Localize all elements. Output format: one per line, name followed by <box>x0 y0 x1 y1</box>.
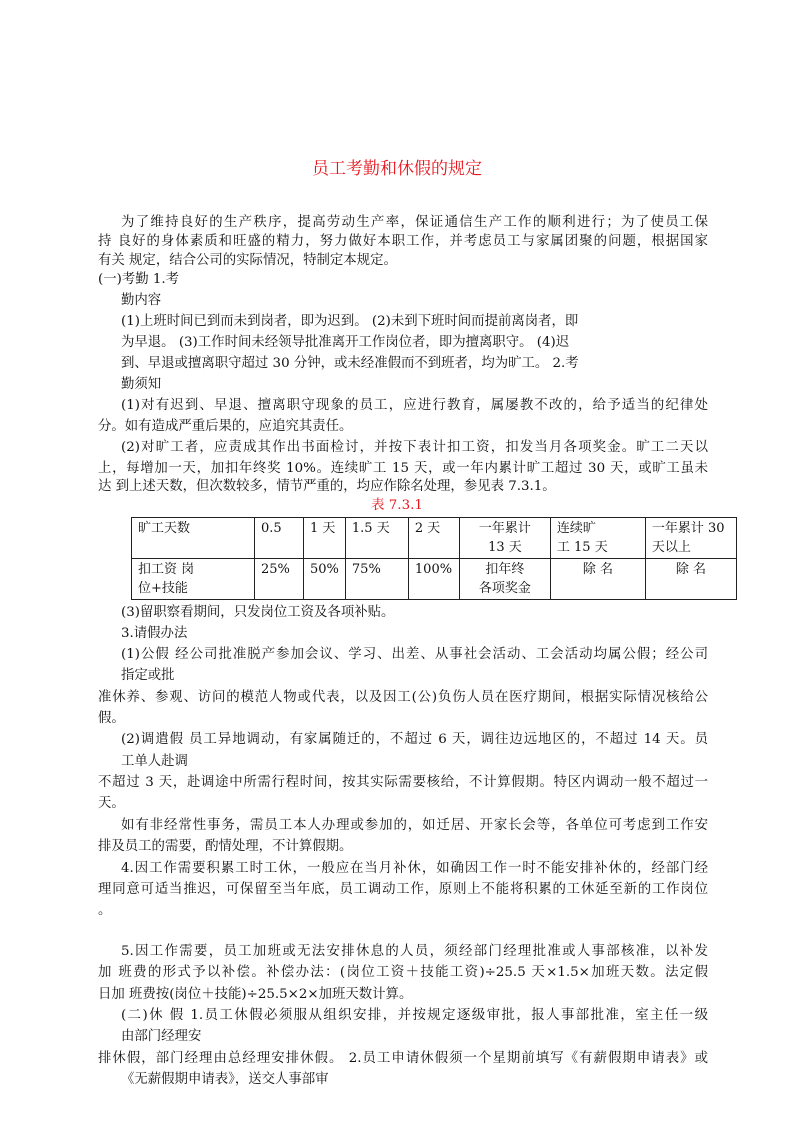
table-cell <box>550 518 645 559</box>
paragraph-line: 工单人赴调 <box>121 754 188 769</box>
paragraph-line: 由部门经理安 <box>121 1029 202 1044</box>
table-cell <box>645 518 736 559</box>
table-cell: 1.5 天 <box>345 518 408 559</box>
cell-text: 一年累计 30 <box>651 521 725 536</box>
paragraph-line: 分。如有造成严重后果的，应追究其责任。 <box>98 419 353 434</box>
table-cell <box>132 559 255 600</box>
table-cell <box>459 559 550 600</box>
paragraph-line: 达 到上述天数，但次数较多，情节严重的，均应作除名处理，参见表 7.3.1。 <box>98 479 556 494</box>
paragraph-line: (1)对有迟到、早退、擅离职守现象的员工，应进行教育，属屡教不改的，给予适当的纪律处 <box>121 398 708 413</box>
paragraph-line: 5.因工作需要，员工加班或无法安排休息的人员，须经部门经理批准或人事部核准，以补发 <box>121 944 708 959</box>
paragraph-line: 指定或批 <box>121 668 175 683</box>
table-cell: 0.5 <box>255 518 304 559</box>
cell-text: 连续旷 <box>556 521 596 536</box>
paragraph-line: 排及员工的需要，酌情处理，不计算假期。 <box>98 839 353 854</box>
table-cell <box>132 518 255 559</box>
table-cell: 100% <box>408 559 459 600</box>
table-cell: 25% <box>255 559 304 600</box>
table-caption: 表 7.3.1 <box>371 498 423 513</box>
paragraph-line: 理同意可适当推迟，可保留至当年底，员工调动工作，原则上不能将积累的工休延至新的工作岗位 <box>98 882 708 897</box>
table-cell: 50% <box>304 559 346 600</box>
cell-text: 扣工资 岗 <box>138 562 195 577</box>
paragraph-line: 假。 <box>98 711 125 726</box>
table-row <box>132 559 737 600</box>
paragraph-line: 为了维持良好的生产秩序，提高劳动生产率，保证通信生产工作的顺利进行；为了使员工保 <box>121 215 708 230</box>
document-title: 员工考勤和休假的规定 <box>312 159 482 179</box>
section-heading: (一)考勤 1.考 <box>98 272 180 287</box>
paragraph-line: 4.因工作需要积累工时工休，一般应在当月补休，如确因工作一时不能安排补休的，经部门经 <box>121 861 708 876</box>
paragraph-line: 勤须知 <box>121 377 162 392</box>
table-cell <box>459 518 550 559</box>
paragraph-line: 加 班费的形式予以补偿。补偿办法：(岗位工资＋技能工资)÷25.5 天×1.5×加班天数。法定假 <box>98 965 708 980</box>
table-cell: 除 名 <box>645 559 736 600</box>
paragraph-line: 持 良好的身体素质和旺盛的精力，努力做好本职工作，并考虑员工与家属团聚的问题，根据国家 <box>98 234 708 249</box>
paragraph-line: 到、早退或擅离职守超过 30 分钟，或未经准假而不到班者，均为旷工。 2.考 <box>121 356 579 371</box>
table-cell: 除 名 <box>550 559 645 600</box>
cell-text: 天以上 <box>651 540 691 555</box>
cell-text: 各项奖金 <box>478 581 531 596</box>
paragraph-line: 上，每增加一天，加扣年终奖 10%。连续旷工 15 天，或一年内累计旷工超过 30 天，或旷工虽未 <box>98 461 708 476</box>
paragraph-line: 有关 规定，结合公司的实际情况，特制定本规定。 <box>98 253 397 268</box>
table-row <box>132 518 737 559</box>
paragraph-line: 为早退。 (3)工作时间未经领导批准离开工作岗位者，即为擅离职守。 (4)迟 <box>121 335 570 350</box>
absence-deduction-table <box>131 517 737 600</box>
paragraph-line: 不超过 3 天，赴调途中所需行程时间，按其实际需要核给，不计算假期。特区内调动一般不超过一 <box>98 775 708 790</box>
cell-text: 13 天 <box>488 540 522 555</box>
paragraph-line: 勤内容 <box>121 293 162 308</box>
cell-text: 扣年终 <box>485 562 525 577</box>
cell-text: 工 15 天 <box>556 540 608 555</box>
table-cell: 75% <box>345 559 408 600</box>
paragraph-line: 日加 班费按(岗位＋技能)÷25.5×2×加班天数计算。 <box>98 987 413 1002</box>
cell-text: 一年累计 <box>478 521 531 536</box>
paragraph-line: (2)对旷工者，应责成其作出书面检讨，并按下表计扣工资，扣发当月各项奖金。旷工二天以 <box>121 440 708 455</box>
paragraph-line: (1)上班时间已到而未到岗者，即为迟到。 (2)未到下班时间而提前离岗者，即 <box>121 314 579 329</box>
paragraph-line: 《无薪假期申请表》，送交人事部审 <box>121 1072 329 1087</box>
paragraph-line: (2)调遣假 员工异地调动，有家属随迁的，不超过 6 天，调往边远地区的，不超过 14 天。员 <box>121 732 708 747</box>
paragraph-line: 天。 <box>98 796 125 811</box>
paragraph-line: 排休假，部门经理由总经理安排休假。 2.员工申请休假须一个星期前填写《有薪假期申请表》或 <box>98 1051 708 1066</box>
paragraph-line: (3)留职察看期间，只发岗位工资及各项补贴。 <box>121 605 395 620</box>
table-cell: 1 天 <box>304 518 346 559</box>
section-heading: (二)休 假 1.员工休假必须服从组织安排，并按规定逐级审批，报人事部批准，室主任一级 <box>121 1008 708 1023</box>
paragraph-line: 如有非经常性事务，需员工本人办理或参加的，如迁居、开家长会等，各单位可考虑到工作安 <box>121 818 708 833</box>
table-cell: 2 天 <box>408 518 459 559</box>
paragraph-line: 准休养、参观、访问的模范人物或代表，以及因工(公)负伤人员在医疗期间，根据实际情况核给公 <box>98 690 708 705</box>
paragraph-line: 。 <box>98 903 112 918</box>
paragraph-line: (1)公假 经公司批准脱产参加会议、学习、出差、从事社会活动、工会活动均属公假；经公司 <box>121 647 708 662</box>
cell-text: 旷工天数 <box>138 521 191 536</box>
section-heading: 3.请假办法 <box>121 626 188 641</box>
cell-text: 位+技能 <box>138 581 188 596</box>
